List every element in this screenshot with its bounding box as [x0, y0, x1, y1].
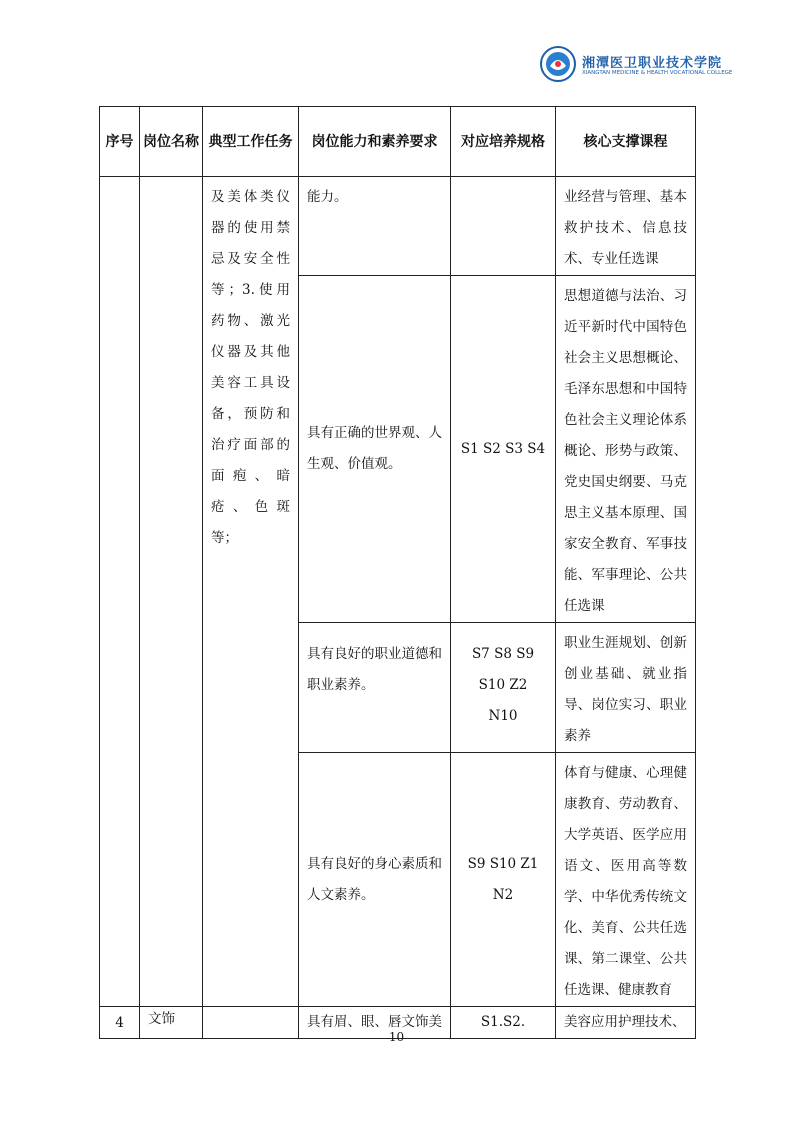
index-cell: 4 [100, 1007, 140, 1039]
courses-cell: 职业生涯规划、创新创业基础、就业指导、岗位实习、职业素养 [556, 623, 696, 753]
spec-cell [451, 177, 556, 276]
logo-text-en: XIANGTAN MEDICINE & HEALTH VOCATIONAL COLLEGE [582, 70, 733, 76]
ability-cell: 具有眉、眼、唇文饰美 [299, 1007, 451, 1039]
ability-cell: 具有正确的世界观、人生观、价值观。 [299, 276, 451, 623]
ability-cell: 具有良好的职业道德和职业素养。 [299, 623, 451, 753]
courses-cell: 业经营与管理、基本救护技术、信息技术、专业任选课 [556, 177, 696, 276]
post-cell [140, 177, 203, 1007]
job-ability-table [99, 106, 696, 1039]
header-courses: 核心支撑课程 [556, 107, 696, 177]
college-emblem-icon [540, 46, 576, 82]
ability-cell: 能力。 [299, 177, 451, 276]
table-header-row [100, 107, 696, 177]
table-row [100, 177, 696, 276]
spec-cell: S7 S8 S9 S10 Z2 N10 [451, 623, 556, 753]
spec-cell: S1.S2. [451, 1007, 556, 1039]
courses-cell: 美容应用护理技术、 [556, 1007, 696, 1039]
page-number: 10 [388, 1030, 405, 1044]
courses-cell: 思想道德与法治、习近平新时代中国特色社会主义思想概论、毛泽东思想和中国特色社会主义理论体系概论、形势与政策、党史国史纲要、马克思主义基本原理、国家安全教育、军事技能、军事理论、公共任选课 [556, 276, 696, 623]
college-logo [540, 46, 733, 84]
header-task: 典型工作任务 [203, 107, 299, 177]
header-spec: 对应培养规格 [451, 107, 556, 177]
index-cell [100, 177, 140, 1007]
header-post: 岗位名称 [140, 107, 203, 177]
header-ability: 岗位能力和素养要求 [299, 107, 451, 177]
header-index: 序号 [100, 107, 140, 177]
ability-cell: 具有良好的身心素质和人文素养。 [299, 753, 451, 1007]
spec-cell: S1 S2 S3 S4 [451, 276, 556, 623]
task-cell: 及美体类仪器的使用禁忌及安全性等；3.使用药物、激光仪器及其他美容工具设备，预防和治疗面部的面疱、暗疮、色斑等； [203, 177, 299, 1007]
post-cell: 文饰 [140, 1007, 203, 1039]
spec-cell: S9 S10 Z1 N2 [451, 753, 556, 1007]
logo-text-cn: 湘潭医卫职业技术学院 [582, 56, 723, 71]
courses-cell: 体育与健康、心理健康教育、劳动教育、大学英语、医学应用语文、医用高等数学、中华优秀传统文化、美育、公共任选课、第二课堂、公共任选课、健康教育 [556, 753, 696, 1007]
